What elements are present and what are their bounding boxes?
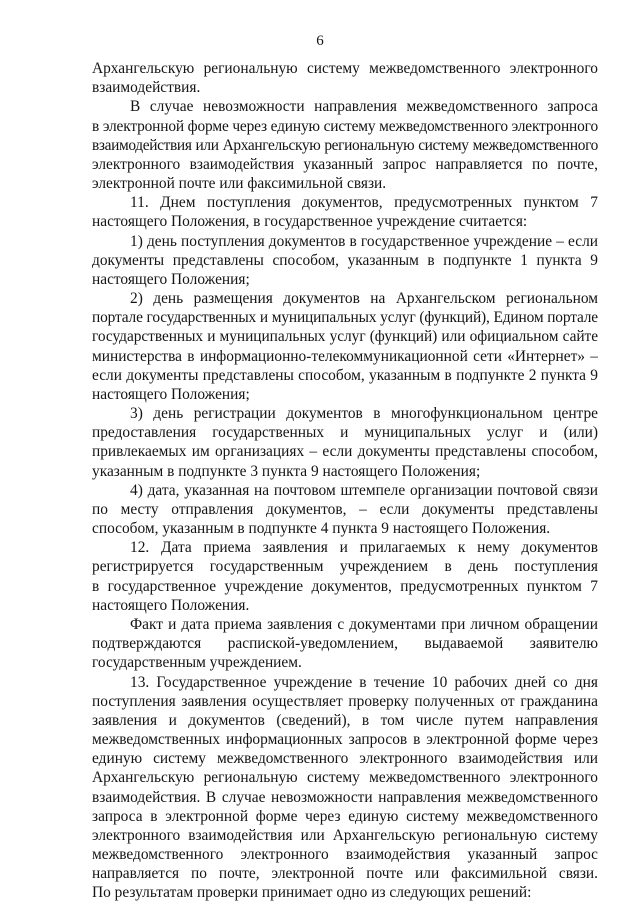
text-line: 1) день поступления документов в государственное учреждение – если — [130, 232, 598, 250]
text-line: заявления и документов (сведений), в том числе путем направления — [92, 711, 598, 729]
text-line: по месту отправления документов, – если документы представлены — [92, 500, 598, 518]
text-line: 3) день регистрации документов в многофункциональном центре — [130, 405, 598, 423]
text-line: государственным учреждением. — [92, 654, 302, 672]
text-line: 12. Дата приема заявления и прилагаемых к нему документов — [130, 539, 598, 557]
text-line: государственных и муниципальных услуг (функций) или официальном сайте — [92, 328, 598, 346]
text-line: привлекаемых им организациях – если документы представлены способом, — [92, 443, 598, 461]
text-line: настоящего Положения; — [92, 385, 250, 403]
text-line: электронного взаимодействия указанный запрос направляется по почте, — [92, 155, 598, 173]
text-line: предоставления государственных и муниципальных услуг и (или) — [92, 424, 598, 442]
text-line: Факт и дата приема заявления с документами при личном обращении — [130, 615, 598, 633]
text-line: министерства в информационно-телекоммуникационной сети «Интернет» – — [92, 347, 598, 365]
text-line: электронного взаимодействия или Архангельскую региональную систему — [92, 826, 598, 844]
text-line: запроса в электронной форме через единую систему межведомственного — [92, 807, 598, 825]
text-line: настоящего Положения, в государственное учреждение считается: — [92, 213, 528, 231]
page-number: 6 — [316, 33, 324, 49]
text-line: межведомственного электронного взаимодействия указанный запрос — [92, 846, 598, 864]
text-line: 13. Государственное учреждение в течение 10 рабочих дней со дня — [130, 673, 598, 691]
text-line: межведомственных информационных запросов в электронной форме через — [92, 731, 598, 749]
text-line: направляется по почте, электронной почте или факсимильной связи. — [92, 865, 598, 883]
text-line: единую систему межведомственного электронного взаимодействия или — [92, 750, 598, 768]
text-line: взаимодействия. В случае невозможности направления межведомственного — [92, 788, 598, 806]
text-line: поступления заявления осуществляет проверку полученных от гражданина — [92, 692, 598, 710]
text-line: электронной почте или факсимильной связи. — [92, 175, 387, 193]
text-line: в государственное учреждение документов, предусмотренных пунктом 7 — [92, 577, 598, 595]
text-line: подтверждаются распиской-уведомлением, выдаваемой заявителю — [92, 635, 598, 653]
text-line: взаимодействия или Архангельскую региональную систему межведомственного — [92, 136, 598, 154]
text-line: указанным в подпункте 3 пункта 9 настоящего Положения; — [92, 462, 481, 480]
text-line: регистрируется государственным учреждением в день поступления — [92, 558, 598, 576]
document-body — [92, 59, 598, 903]
text-line: портале государственных и муниципальных услуг (функций), Едином портале — [92, 309, 598, 327]
text-line: Архангельскую региональную систему межведомственного электронного — [92, 769, 598, 787]
text-line: способом, указанным в подпункте 4 пункта 9 настоящего Положения. — [92, 520, 551, 538]
text-line: В случае невозможности направления межведомственного запроса — [130, 98, 598, 116]
text-line: настоящего Положения; — [92, 270, 250, 288]
text-line: настоящего Положения. — [92, 596, 250, 614]
text-line: 4) дата, указанная на почтовом штемпеле организации почтовой связи — [130, 481, 598, 499]
text-line: в электронной форме через единую систему межведомственного электронного — [92, 117, 598, 135]
text-line: 11. Днем поступления документов, предусмотренных пунктом 7 — [130, 194, 598, 212]
text-line: документы представлены способом, указанным в подпункте 1 пункта 9 — [92, 251, 598, 269]
text-line: По результатам проверки принимает одно из следующих решений: — [92, 884, 532, 902]
text-line: взаимодействия. — [92, 79, 201, 97]
text-line: 2) день размещения документов на Архангельском региональном — [130, 290, 598, 308]
text-line: Архангельскую региональную систему межведомственного электронного — [92, 60, 598, 77]
text-line: если документы представлены способом, указанным в подпункте 2 пункта 9 — [92, 366, 598, 384]
